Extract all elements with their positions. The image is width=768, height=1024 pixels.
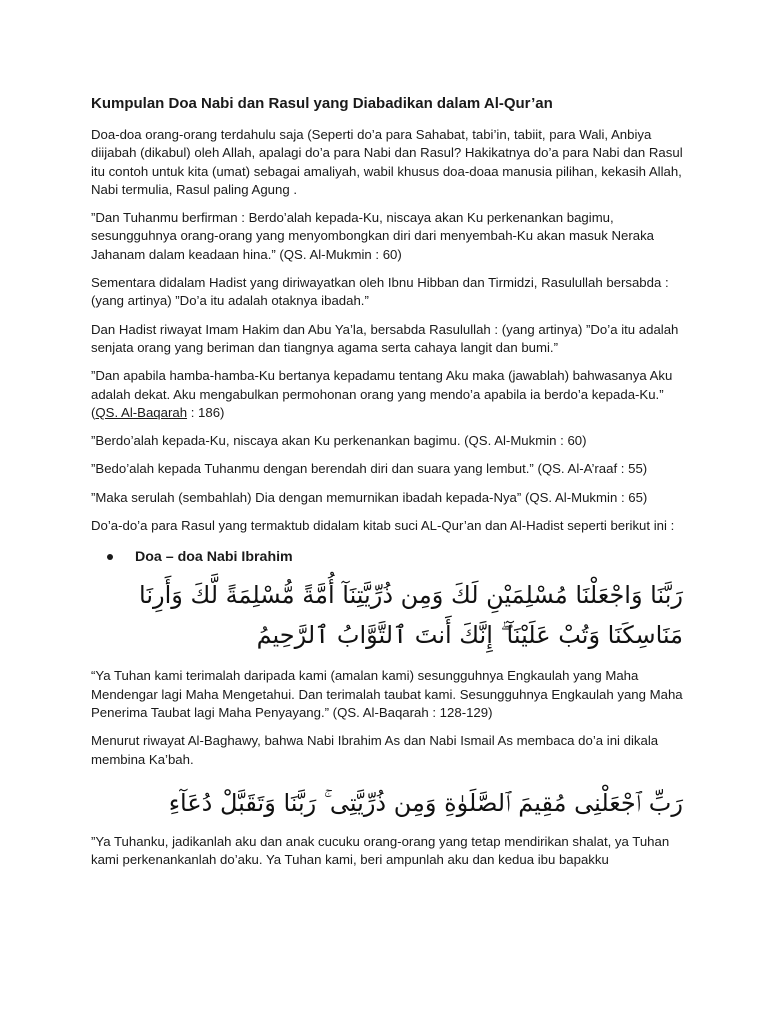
quote-line-mukmin-60: ”Berdo’alah kepada-Ku, niscaya akan Ku perkenankan bagimu. (QS. Al-Mukmin : 60) <box>91 433 587 449</box>
arabic-verse-ibrahim-40: رَبِّ ٱجْعَلْنِى مُقِيمَ ٱلصَّلَوٰةِ وَمِن ذُرِّيَّتِى ۚ رَبَّنَا وَتَقَبَّلْ دُعَآءِ <box>168 788 683 817</box>
riwayat-paragraph: Menurut riwayat Al-Baghawy, bahwa Nabi Ibrahim As dan Nabi Ismail As membaca do’a ini dikala membina Ka’bah. <box>91 733 659 767</box>
quote-text: ”Dan apabila hamba-hamba-Ku bertanya kepadamu tentang Aku maka (jawablah) bahwasanya Aku adalah dekat. Aku mengabulkan permohonan orang yang mendo’a apabila ia berdo’a kepada-Ku.” ( <box>91 368 673 420</box>
quote-paragraph-mukmin-60: ”Dan Tuhanmu berfirman : Berdo’alah kepada-Ku, niscaya akan Ku perkenankan bagimu, sesungguhnya orang-orang yang menyombongkan diri dari menyembah-Ku akan masuk Neraka Jahanam dalam keadaan hina.” (QS. Al-Mukmin : 60) <box>91 210 654 262</box>
hadist-paragraph-ibnu-hibban: Sementara didalam Hadist yang diriwayatkan oleh Ibnu Hibban dan Tirmidzi, Rasulullah bersabda : (yang artinya) ”Do’a itu adalah otaknya ibadah.” <box>91 275 669 309</box>
quote-paragraph-baqarah-186 <box>91 367 683 422</box>
list-item-doa-ibrahim <box>107 547 683 567</box>
quote-tail: : 186) <box>187 404 225 420</box>
list-intro-paragraph: Do’a-do’a para Rasul yang termaktub didalam kitab suci AL-Qur’an dan Al-Hadist seperti berikut ini : <box>91 518 675 534</box>
quote-line-mukmin-65: ”Maka serulah (sembahlah) Dia dengan memurnikan ibadah kepada-Nya” (QS. Al-Mukmin : 65) <box>91 489 648 505</box>
arabic-verse-baqarah-128: رَبَّنَا وَاجْعَلْنَا مُسْلِمَيْنِ لَكَ وَمِن ذُرِّيَّتِنَآ أُمَّةً مُّسْلِمَةً لَّكَ وَأَرِنَا مَنَاسِكَنَا وَتُبْ عَلَيْنَآ ۖ إِنَّكَ أَنتَ ٱلتَّوَّابُ ٱلرَّحِيمُ <box>139 581 683 650</box>
list-item-label: Doa – doa Nabi Ibrahim <box>135 549 293 566</box>
translation-paragraph-ibrahim-40: ”Ya Tuhanku, jadikanlah aku dan anak cucuku orang-orang yang tetap mendirikan shalat, ya Tuhan kami perkenankanlah do’aku. Ya Tuhan kami, beri ampunlah aku dan kedua ibu bapakku <box>91 833 670 868</box>
hadist-paragraph-imam-hakim: Dan Hadist riwayat Imam Hakim dan Abu Ya’la, bersabda Rasulullah : (yang artinya) ”Do’a itu adalah senjata orang yang beriman dan tiangnya agama serta cahaya langit dan bumi.” <box>91 321 679 355</box>
quote-line-araaf-55: ”Bedo’alah kepada Tuhanmu dengan berendah diri dan suara yang lembut.” (QS. Al-A’raaf : 55) <box>91 461 648 477</box>
intro-paragraph: Doa-doa orang-orang terdahulu saja (Seperti do’a para Sahabat, tabi’in, tabiit, para Wali, Anbiya diijabah (dikabul) oleh Allah, apalagi do’a para Nabi dan Rasul? Hakikatnya do’a para Nabi dan Rasul itu contoh untuk kita (umat) sebagai amaliyah, wabil khusus doa-doaa manusia pilihan, kekasih Allah, Nabi termulia, Rasul paling Agung . <box>91 127 683 197</box>
document-title: Kumpulan Doa Nabi dan Rasul yang Diabadikan dalam Al-Qur’an <box>91 95 553 112</box>
document-page <box>91 94 683 879</box>
baqarah-reference-link[interactable]: QS. Al-Baqarah <box>95 404 188 420</box>
bullet-icon <box>107 554 113 560</box>
translation-paragraph-baqarah-128: “Ya Tuhan kami terimalah daripada kami (amalan kami) sesungguhnya Engkaulah yang Maha Mendengar lagi Maha Mengetahui. Dan terimalah taubat kami. Sesungguhnya Engkaulah yang Maha Penerima Taubat lagi Maha Penyayang.” (QS. Al-Baqarah : 128-129) <box>91 668 683 720</box>
